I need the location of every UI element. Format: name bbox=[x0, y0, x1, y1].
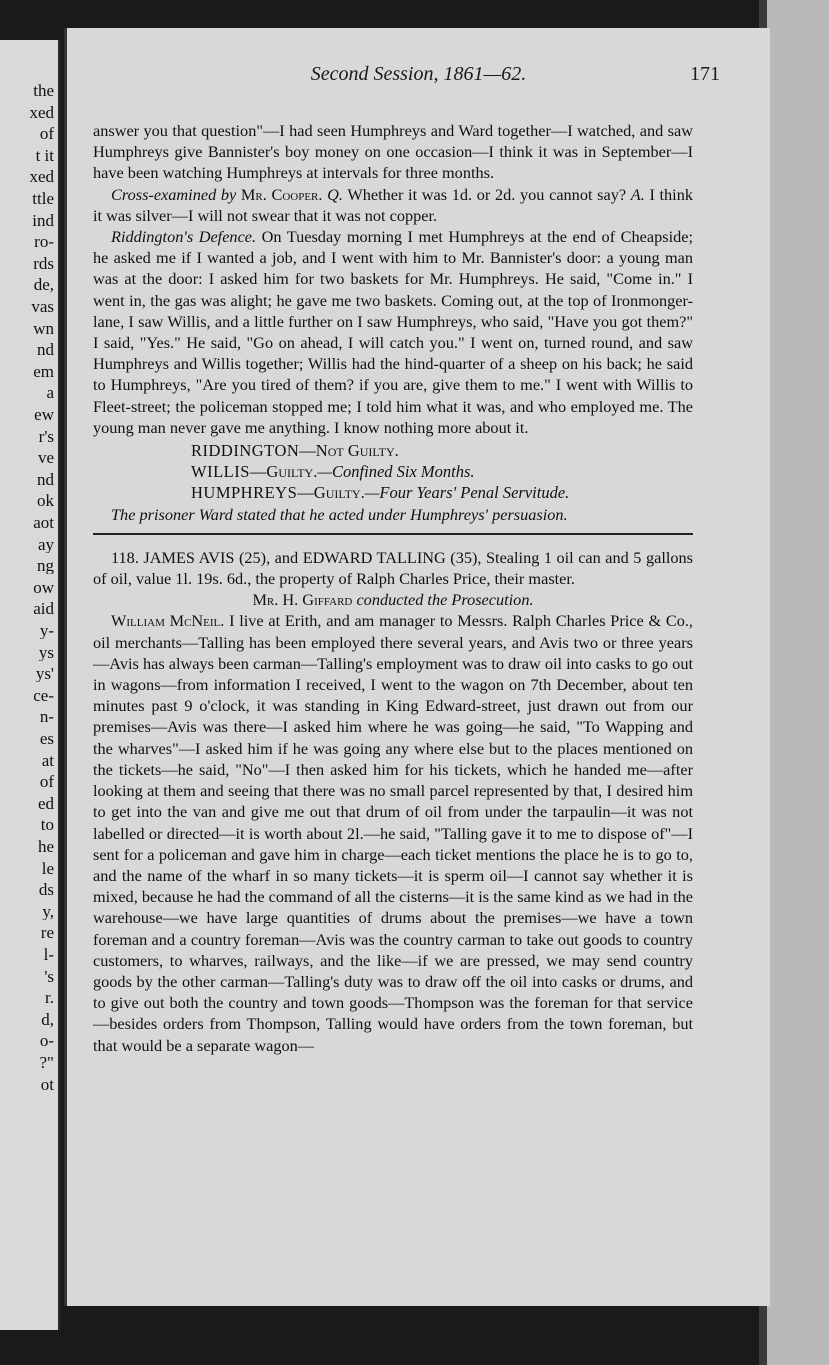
sentence-text: —Four Years' Penal Servitude. bbox=[364, 483, 570, 503]
facing-page-fragment: ce- bbox=[33, 686, 54, 704]
facing-page-fragment: ow bbox=[33, 578, 54, 596]
section-divider bbox=[93, 533, 693, 535]
facing-page-fragment: r's bbox=[38, 427, 54, 445]
page-header bbox=[67, 63, 770, 93]
facing-page-fragment: ys' bbox=[35, 665, 54, 683]
facing-page-fragment: ds bbox=[38, 881, 54, 899]
facing-page-fragment: of bbox=[39, 125, 54, 143]
cross-examination bbox=[93, 184, 693, 226]
facing-page-fragment: ng bbox=[37, 557, 54, 575]
question-label: Q. bbox=[327, 184, 343, 204]
testimony-continuation: answer you that question"—I had seen Humphreys and Ward together—I watched, and saw Humphreys give Bannister's boy money on one occasion—I think it was in September—I have been watching Humphreys at intervals for three months. bbox=[93, 121, 693, 183]
prosecution-text: conducted the Prosecution. bbox=[356, 590, 534, 610]
verdict-willis bbox=[191, 461, 693, 482]
facing-page-fragment: ay bbox=[37, 535, 54, 553]
facing-page-fragment: l- bbox=[43, 946, 54, 963]
sentence-text: —Confined Six Months. bbox=[317, 462, 475, 482]
facing-page-fragment: xed bbox=[29, 103, 54, 121]
facing-page-fragment: the bbox=[33, 82, 54, 99]
facing-page-fragment: le bbox=[41, 859, 54, 877]
facing-page-edge bbox=[0, 40, 60, 1330]
defence-paragraph bbox=[93, 226, 693, 438]
verdict-text: —Guilty. bbox=[297, 483, 365, 503]
book-page bbox=[64, 28, 770, 1306]
facing-page-fragment: ro- bbox=[34, 233, 54, 251]
defence-label: Riddington's Defence. bbox=[111, 227, 257, 247]
facing-page-fragment: nd bbox=[37, 470, 54, 488]
verdict-text: —Not Guilty. bbox=[299, 441, 399, 461]
defendant-name: WILLIS bbox=[191, 462, 250, 482]
facing-page-fragment: ttle bbox=[32, 190, 54, 207]
facing-page-fragment: ve bbox=[37, 449, 54, 467]
facing-page-fragment: aid bbox=[33, 600, 54, 618]
facing-page-fragment: r. bbox=[45, 989, 54, 1007]
case-number: 118. bbox=[111, 547, 139, 567]
facing-page-fragment: ew bbox=[34, 406, 54, 423]
facing-page-fragment: de, bbox=[33, 276, 54, 294]
defendant-name: RIDDINGTON bbox=[191, 441, 300, 461]
question-text: Whether it was 1d. or 2d. you cannot say? bbox=[347, 184, 627, 204]
cross-examination-label: Cross-examined by bbox=[111, 184, 237, 204]
facing-page-fragment: ys bbox=[38, 643, 54, 661]
facing-page-fragment: es bbox=[39, 730, 54, 747]
facing-page-fragment: n- bbox=[39, 708, 54, 726]
facing-page-fragment: of bbox=[39, 773, 54, 791]
witness-testimony bbox=[93, 610, 693, 1055]
running-head: Second Session, 1861—62. bbox=[310, 63, 527, 85]
facing-page-fragment: vas bbox=[31, 298, 54, 315]
verdict-humphreys bbox=[191, 482, 693, 503]
prisoner-note: The prisoner Ward stated that he acted under Humphreys' persuasion. bbox=[111, 504, 568, 524]
facing-page-fragment: ind bbox=[32, 211, 54, 229]
verdict-text: —Guilty. bbox=[249, 462, 318, 482]
facing-page-fragment: xed bbox=[29, 168, 54, 186]
counsel-name: Mr. Cooper. bbox=[240, 184, 323, 204]
facing-page-fragment: rds bbox=[33, 254, 54, 272]
facing-page-fragment: ?" bbox=[39, 1054, 54, 1071]
verdict-riddington bbox=[191, 440, 693, 461]
defence-text: On Tuesday morning I met Humphreys at the end of Cheapside; he asked me if I wanted a job, and I went with him to Mr. Bannister's door: a young man was at the door: I asked him for two baskets for Mr. Humphreys. He said, "Come in." I went in, the gas was alight; he gave me two baskets. Coming out, at the top of Ironmonger-lane, I saw Willis, and a little further on I saw Humphreys, who said, "Have you got them?" I said, "Yes." He said, "Go on ahead, I will catch you." I went on, turned round, and saw Humphreys and Willis together; Willis had the hind-quarter of a sheep on his back; he said to Humphreys, "Are you tired of them? if you are, give them to me." I went with Willis to Fleet-street; the policeman stopped me; I told him what it was, and who employed me. The young man never gave me anything. I know nothing more about it. bbox=[93, 227, 693, 437]
answer-text: I think it was silver—I will not swear that it was not copper. bbox=[93, 184, 693, 225]
facing-page-fragment: at bbox=[41, 751, 54, 769]
facing-page-fragment: y, bbox=[42, 902, 54, 920]
case-heading bbox=[93, 547, 693, 589]
facing-page-fragment: to bbox=[40, 816, 54, 834]
defendant-name: HUMPHREYS bbox=[191, 483, 298, 503]
facing-page-fragment: 's bbox=[44, 967, 54, 985]
facing-page-fragment: ed bbox=[37, 794, 54, 812]
facing-page-fragment: ot bbox=[40, 1075, 54, 1093]
facing-page-fragment: re bbox=[40, 924, 54, 942]
facing-page-fragment: aot bbox=[33, 514, 54, 531]
answer-label: A. bbox=[630, 184, 645, 204]
page-body bbox=[93, 120, 693, 1056]
page-number: 171 bbox=[690, 63, 720, 85]
facing-page-fragment: em bbox=[33, 362, 54, 380]
facing-page-fragment: y- bbox=[39, 622, 54, 639]
verdicts-block bbox=[93, 440, 693, 504]
facing-page-fragment: t it bbox=[35, 146, 54, 164]
case-title: JAMES AVIS (25), and EDWARD TALLING (35), Stealing 1 oil can and 5 gallons of oil, value 1l. 19s. 6d., the property of Ralph Charles Price, their master. bbox=[93, 547, 693, 589]
witness-name: William McNeil. bbox=[111, 611, 225, 631]
testimony-text: I live at Erith, and am manager to Messrs. Ralph Charles Price & Co., oil merchants—Talling has been employed there several years, and Avis two or three years—Avis has always been carman—Talling's employment was to draw oil into casks to go out in wagons—from information I received, I went to the wagon on 7th December, about ten minutes past 9 o'clock, it was standing in King Edward-street, just drawn out from our premises—Avis was there—I asked him where he was going—he said, "To Wapping and the wharves"—I asked him if he was going any where else but to the places mentioned on the tickets—he said, "No"—I then asked him for his tickets, which he handed me—after looking at them and seeing that there was no small parcel represented by that, I desired him to get into the van and give me out that drum of oil from under the tarpaulin—it was not labelled or directed—it is worth about 2l.—he said, "Talling gave it to me to dispose of"—I sent for a policeman and gave him in charge—each ticket mentions the place he is to go to, and the name of the wharf in so many tickets—it is sperm oil—I cannot say whether it is mixed, because he had the command of all the cisterns—it is the same kind as we had in the warehouse—we have large quantities of drums about the premises—we have a town foreman and a country foreman—Avis was the country carman to take out goods to country customers, to wharves, railways, and the like—if we are pressed, we may send country goods by the other carman—Talling's duty was to draw off the oil into casks or drums, and to give out both the country and town goods—Thompson was the foreman for that service—besides orders from Thompson, Talling would have orders from the town foreman, but that would be a separate wagon— bbox=[93, 611, 693, 1055]
prosecution-line bbox=[93, 589, 693, 610]
facing-page-fragment: he bbox=[37, 838, 54, 855]
facing-page-fragment: d, bbox=[41, 1010, 54, 1028]
facing-page-fragment: wn bbox=[33, 319, 54, 337]
facing-page-fragment: ok bbox=[37, 492, 54, 510]
prosecution-counsel: Mr. H. Giffard bbox=[252, 590, 353, 610]
facing-page-fragment: o- bbox=[39, 1032, 54, 1050]
facing-page-fragment: a bbox=[46, 384, 54, 402]
facing-page-fragment: nd bbox=[37, 341, 54, 359]
scanner-background bbox=[767, 0, 829, 1365]
